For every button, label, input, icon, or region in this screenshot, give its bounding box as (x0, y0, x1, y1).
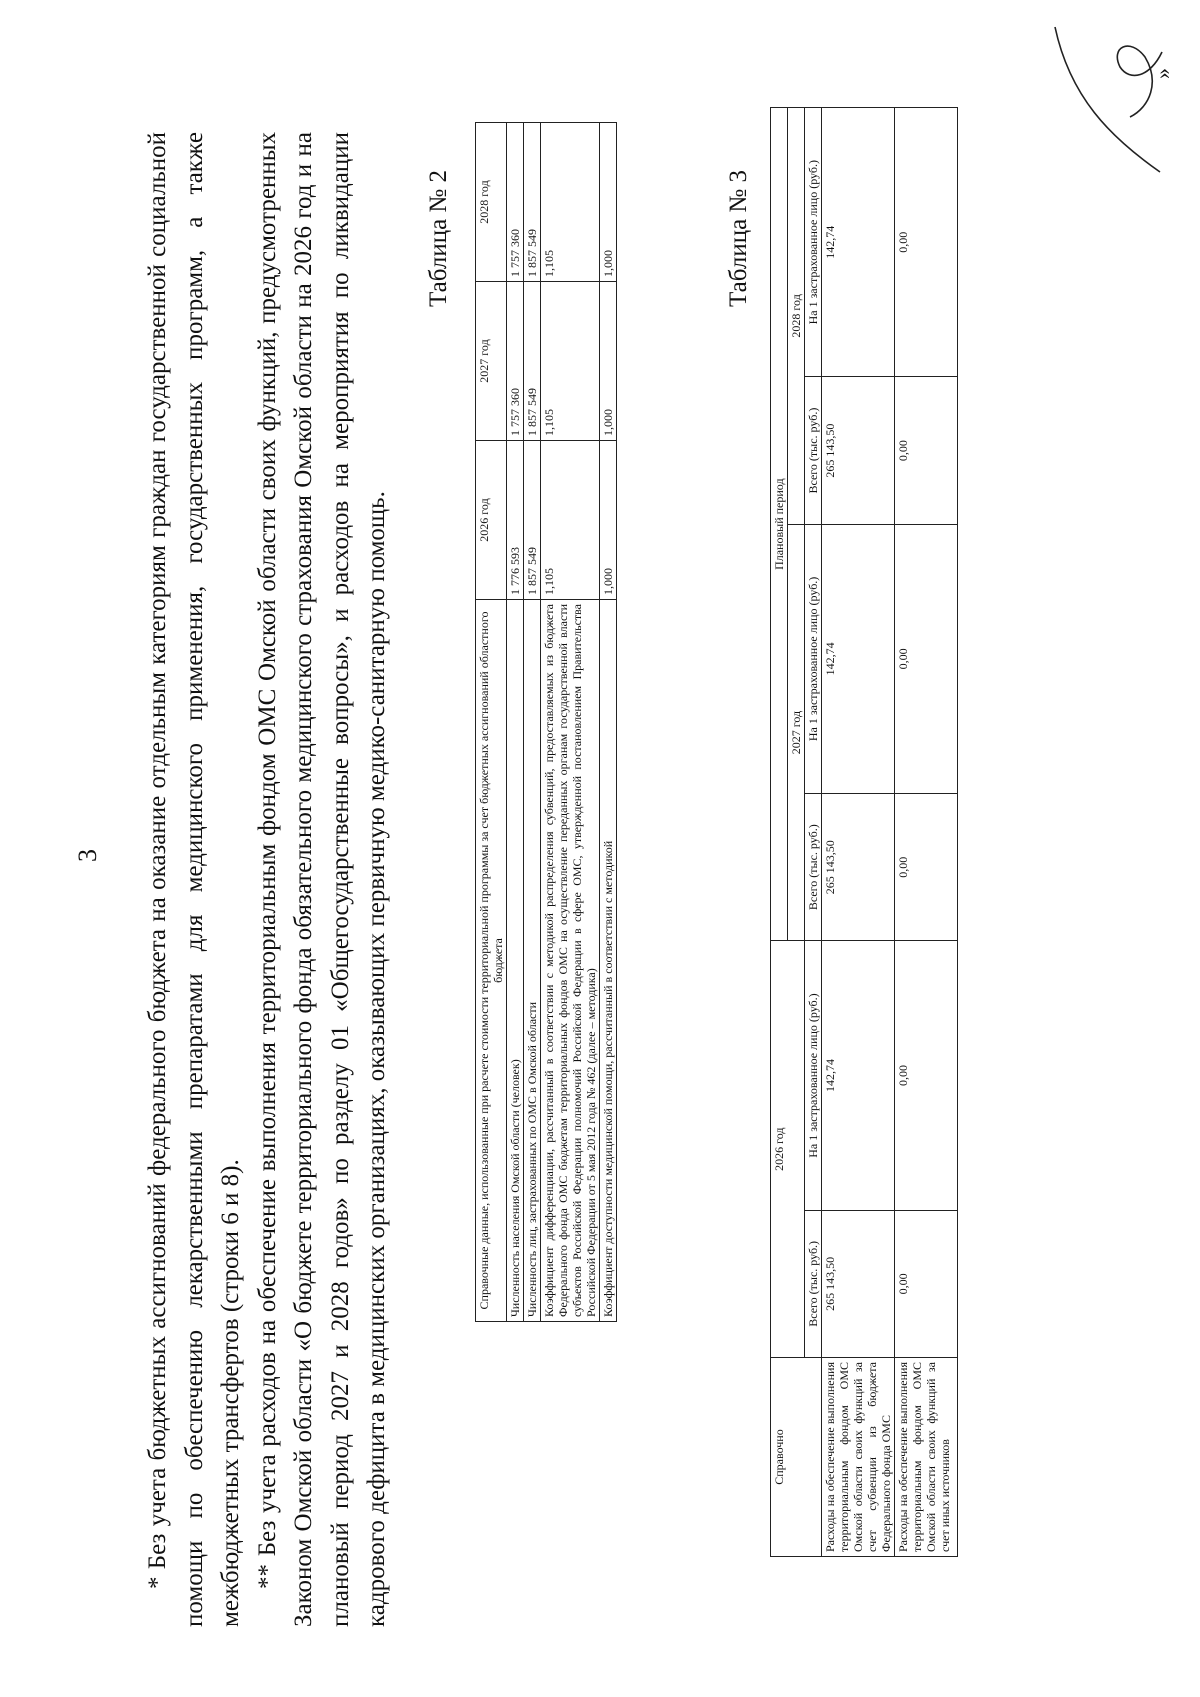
table-row (822, 108, 895, 1557)
header-total: Всего (тыс. руб.) (805, 377, 822, 524)
cell-2028: 1,105 (541, 123, 600, 282)
cell-2028: 1,000 (600, 123, 617, 282)
footnote-1: * Без учета бюджетных ассигнований федерального бюджета на оказание отдельным категориям граждан государственной социальной помощи по обеспечению лекарственными препаратами для медицинского применения, государственных программ, а также межбюджетных трансфертов (строки 6 и 8). (144, 132, 244, 1627)
table-row (524, 123, 541, 1322)
cell-2027: 1 857 549 (524, 282, 541, 441)
closing-quote: » (1150, 68, 1175, 79)
row-desc: Численность лиц, застрахованных по ОМС в Омской области (524, 600, 541, 1322)
header-total: Всего (тыс. руб.) (805, 1210, 822, 1357)
table3-caption: Таблица № 3 (725, 169, 752, 307)
header-desc: Справочные данные, использованные при расчете стоимости территориальной программы за счет бюджетных ассигнований областного бюджета (476, 600, 507, 1322)
cell-2027: 1,105 (541, 282, 600, 441)
cell-value: 0,00 (895, 941, 958, 1210)
row-desc: Коэффициент доступности медицинской помощи, рассчитанный в соответствии с методикой (600, 600, 617, 1322)
page-number: 3 (73, 849, 102, 862)
cell-2028: 1 757 360 (507, 123, 524, 282)
table-2 (475, 122, 617, 1322)
cell-2026: 1 857 549 (524, 441, 541, 600)
cell-value: 142,74 (822, 108, 895, 377)
header-2028: 2028 год (476, 123, 507, 282)
cell-value: 0,00 (895, 1210, 958, 1357)
cell-value: 0,00 (895, 108, 958, 377)
header-per-insured: На 1 застрахованное лицо (руб.) (805, 524, 822, 793)
table-row (507, 123, 524, 1322)
cell-2026: 1,000 (600, 441, 617, 600)
cell-2027: 1,000 (600, 282, 617, 441)
row-desc: Коэффициент дифференциации, рассчитанный в соответствии с методикой распределения субвенций, предоставляемых из бюджета Федерального фонда ОМС бюджетам территориальных фондов ОМС на осуществление переданных органам государственной власти субъектов Российской Федерации полномочий Российской Федерации в сфере ОМС, утвержденной постановлением Правительства Российской Федерации от 5 мая 2012 года № 462 (далее – методика) (541, 600, 600, 1322)
header-2027: 2027 год (476, 282, 507, 441)
header-ref: Справочно (771, 1358, 822, 1557)
header-per-insured: На 1 застрахованное лицо (руб.) (805, 108, 822, 377)
row-desc: Численность населения Омской области (человек) (507, 600, 524, 1322)
cell-value: 0,00 (895, 794, 958, 941)
header-2027: 2027 год (788, 524, 805, 941)
cell-2026: 1 776 593 (507, 441, 524, 600)
cell-2027: 1 757 360 (507, 282, 524, 441)
cell-value: 265 143,50 (822, 1210, 895, 1357)
table-row (600, 123, 617, 1322)
table-row (541, 123, 600, 1322)
footnote-2: ** Без учета расходов на обеспечение выполнения территориальным фондом ОМС Омской области своих функций, предусмотренных Законом Омской области «О бюджете территориального фонда обязательного медицинского страхования Омской области на 2026 год и на плановый период 2027 и 2028 годов» по разделу 01 «Общегосударственные вопросы», и расходов на мероприятия по ликвидации кадрового дефицита в медицинских организациях, оказывающих первичную медико-санитарную помощь. (253, 132, 390, 1627)
header-2026: 2026 год (771, 941, 805, 1358)
cell-value: 265 143,50 (822, 377, 895, 524)
header-2026: 2026 год (476, 441, 507, 600)
cell-2028: 1 857 549 (524, 123, 541, 282)
cell-value: 0,00 (895, 524, 958, 793)
cell-value: 265 143,50 (822, 794, 895, 941)
table-3 (770, 107, 958, 1557)
cell-value: 142,74 (822, 941, 895, 1210)
cell-value: 0,00 (895, 377, 958, 524)
footnotes (140, 132, 396, 1627)
header-total: Всего (тыс. руб.) (805, 794, 822, 941)
row-desc: Расходы на обеспечение выполнения территориальным фондом ОМС Омской области своих функций за счет иных источников (895, 1358, 958, 1557)
table-header-row (476, 123, 507, 1322)
header-planned: Плановый период (771, 108, 788, 941)
table2-caption: Таблица № 2 (425, 169, 452, 307)
table-row (895, 108, 958, 1557)
cell-value: 142,74 (822, 524, 895, 793)
cell-2026: 1,105 (541, 441, 600, 600)
row-desc: Расходы на обеспечение выполнения территориальным фондом ОМС Омской области своих функций за счет субвенции из бюджета Федерального фонда ОМС (822, 1358, 895, 1557)
header-per-insured: На 1 застрахованное лицо (руб.) (805, 941, 822, 1210)
table-header-row (771, 108, 788, 1557)
table-header-row (805, 108, 822, 1557)
signature (1050, 17, 1170, 177)
header-2028: 2028 год (788, 108, 805, 525)
